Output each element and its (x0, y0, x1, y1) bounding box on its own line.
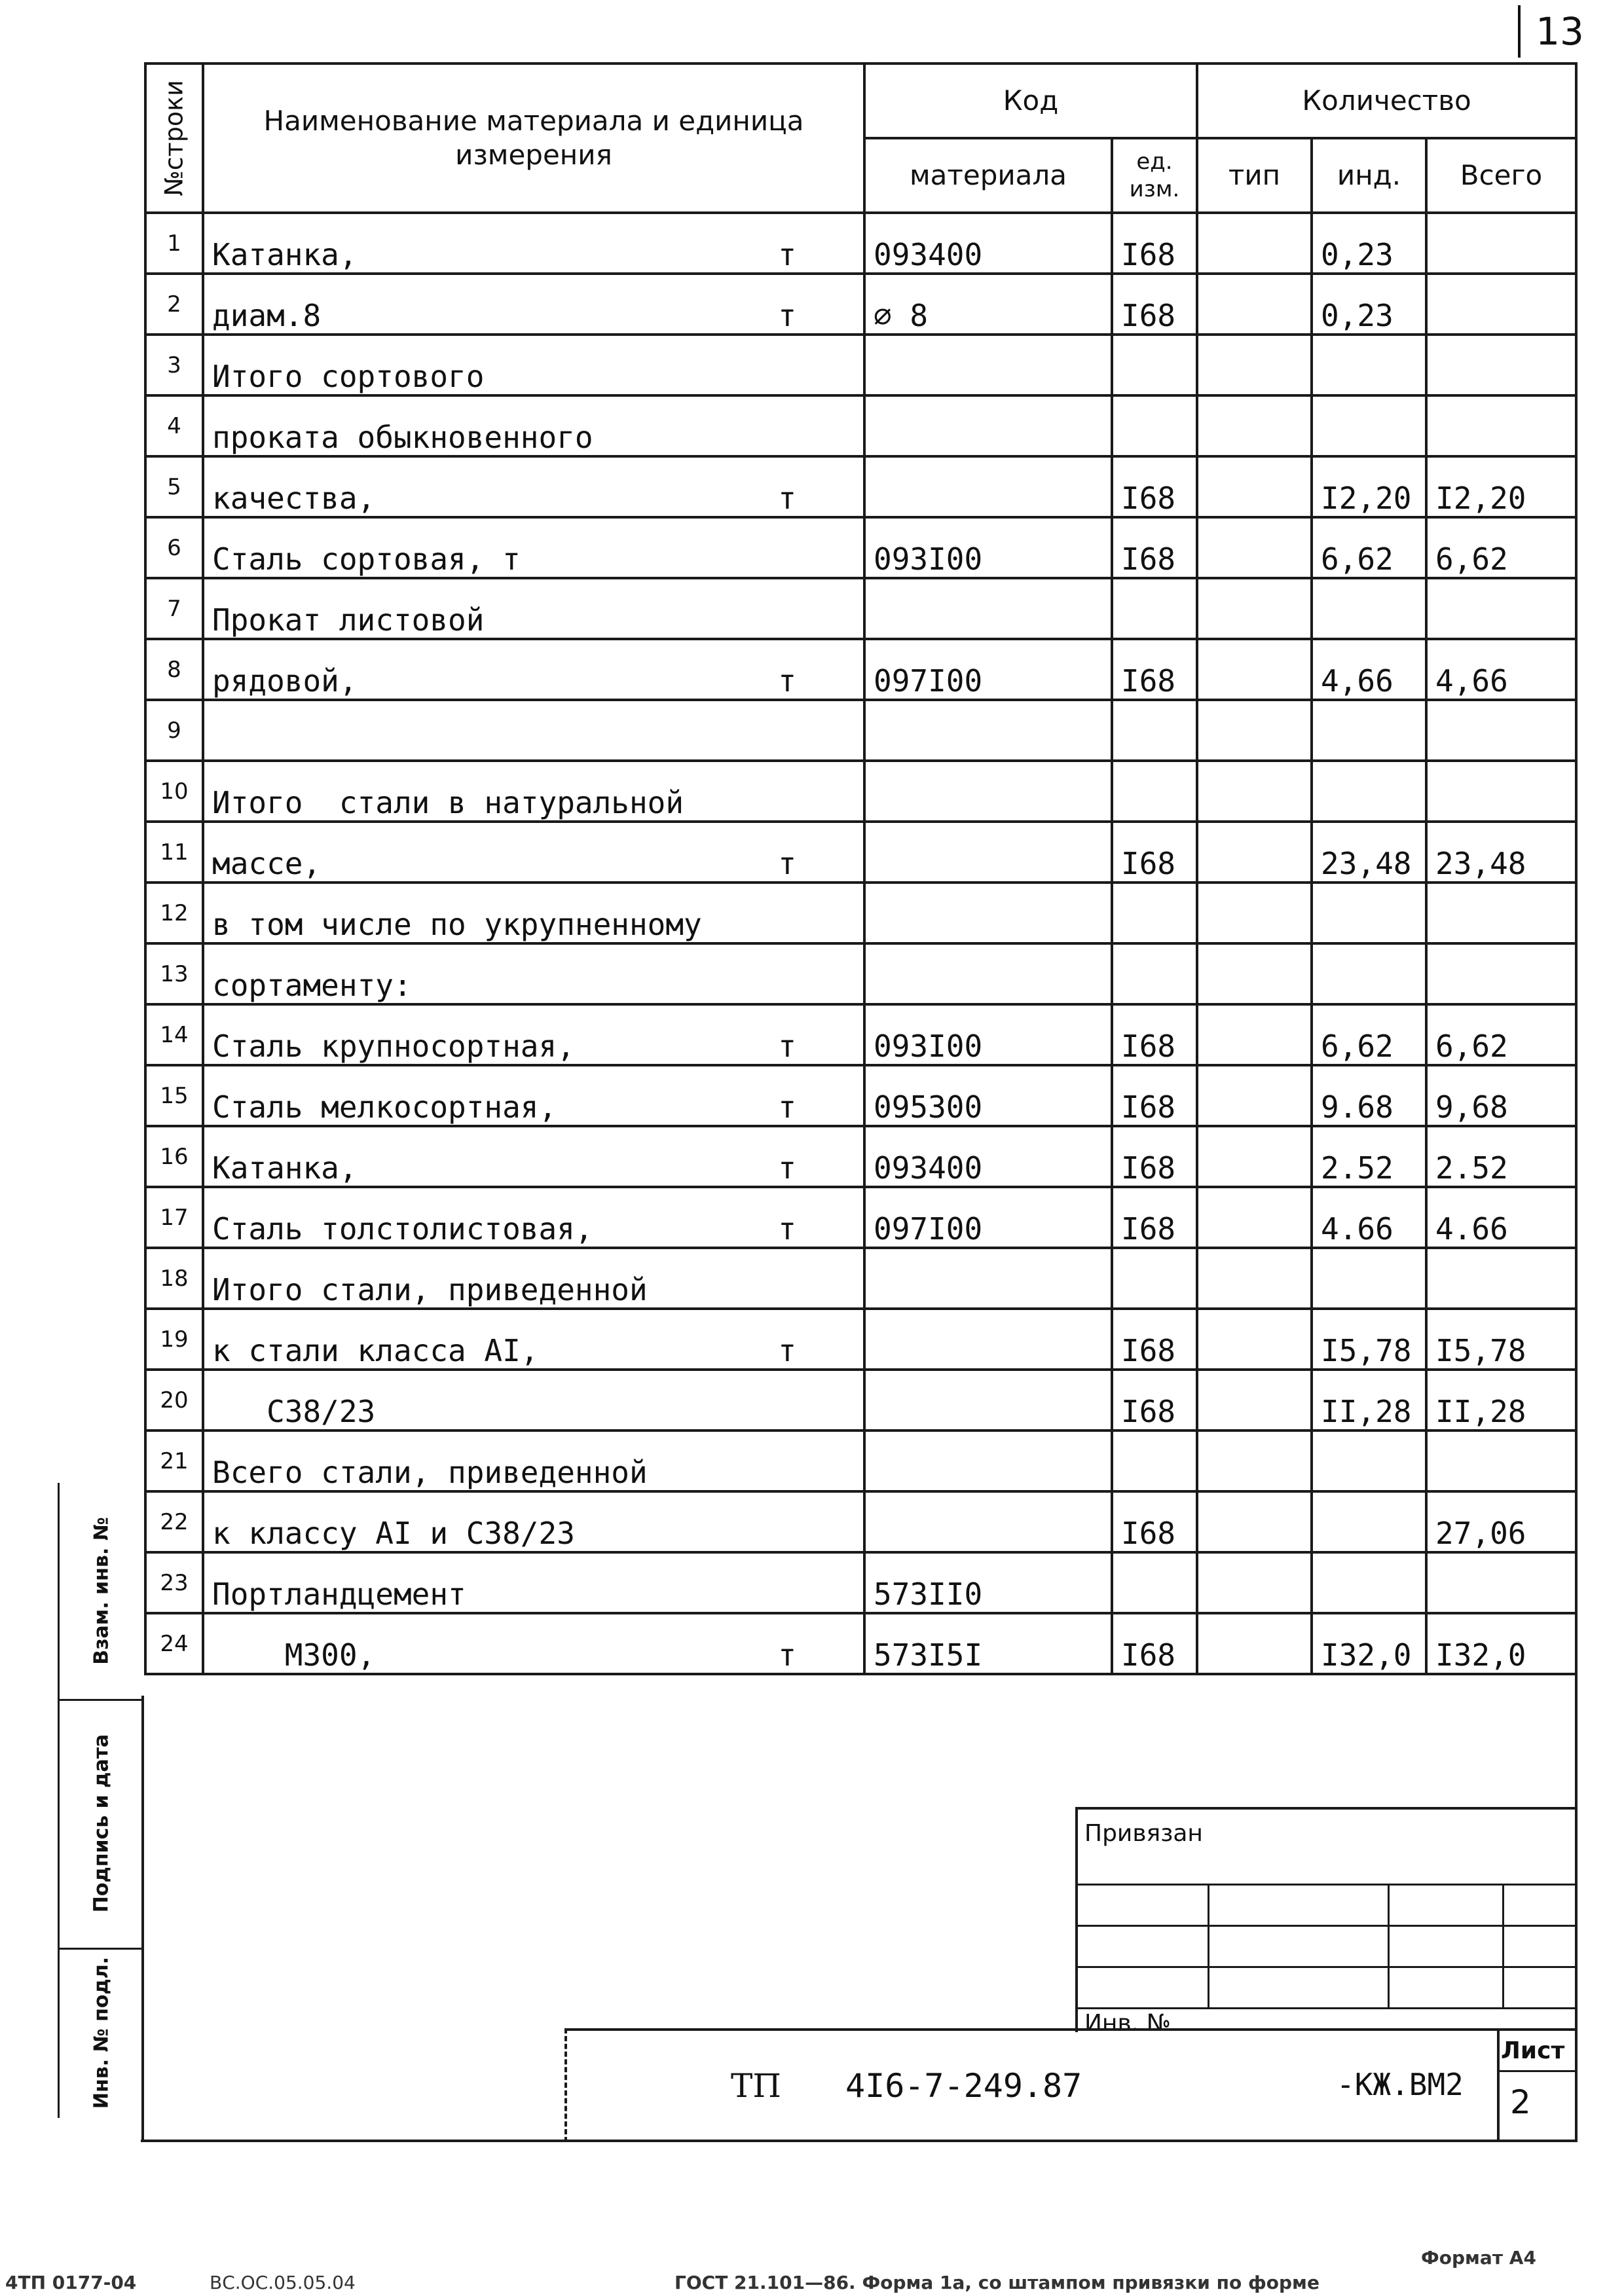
material-code (864, 943, 1112, 1004)
table-row (145, 274, 1576, 335)
qty-ind: I32,0 (1312, 1613, 1426, 1674)
material-name: Сталь мелкосортная, (212, 1089, 557, 1125)
title-block (564, 2028, 1578, 2142)
material-code: 573II0 (864, 1552, 1112, 1613)
sidebar-signature-date: Подпись и дата (60, 1699, 143, 1950)
material-name-cell (203, 761, 864, 822)
material-name-cell (203, 1613, 864, 1674)
unit-code: I68 (1112, 1126, 1197, 1187)
material-code (864, 1370, 1112, 1430)
row-number: 23 (145, 1552, 203, 1613)
material-unit: т (778, 481, 796, 516)
unit-code (1112, 1552, 1197, 1613)
row-number: 16 (145, 1126, 203, 1187)
material-code (864, 1491, 1112, 1552)
table-row (145, 1309, 1576, 1370)
row-number: 21 (145, 1430, 203, 1491)
material-name-cell (203, 1248, 864, 1309)
qty-ind (1312, 578, 1426, 639)
qty-total: 9,68 (1426, 1065, 1576, 1126)
material-unit (796, 541, 855, 577)
header-material-name: Наименование материала и единица измерения (203, 64, 864, 213)
material-code: 097I00 (864, 639, 1112, 700)
material-name-cell (203, 213, 864, 274)
qty-type (1197, 822, 1312, 883)
material-name: Прокат листовой (212, 602, 485, 638)
footer-format: Формат А4 (1421, 2247, 1536, 2269)
qty-total: 6,62 (1426, 517, 1576, 578)
table-row (145, 943, 1576, 1004)
table-row (145, 1065, 1576, 1126)
qty-type (1197, 1552, 1312, 1613)
material-code (864, 456, 1112, 517)
material-unit (796, 602, 855, 638)
unit-code: I68 (1112, 1187, 1197, 1248)
qty-ind: 2.52 (1312, 1126, 1426, 1187)
qty-ind (1312, 943, 1426, 1004)
material-code (864, 1430, 1112, 1491)
qty-type (1197, 1004, 1312, 1065)
material-name: к классу AI и С38/23 (212, 1516, 575, 1551)
unit-code (1112, 700, 1197, 761)
header-row-number: №строки (145, 64, 203, 213)
material-unit: т (778, 237, 796, 272)
material-unit (796, 1576, 855, 1612)
row-number: 15 (145, 1065, 203, 1126)
materials-table (144, 62, 1578, 1675)
doc-prefix: ТП (731, 2067, 781, 2105)
sheet-corner-number: 13 (1518, 5, 1599, 58)
material-code (864, 700, 1112, 761)
material-unit (796, 1272, 855, 1307)
sidebar-replace-inv: Взам. инв. № (60, 1483, 143, 1701)
qty-total (1426, 1552, 1576, 1613)
material-name-cell (203, 395, 864, 456)
material-code: 097I00 (864, 1187, 1112, 1248)
table-row (145, 213, 1576, 274)
material-unit: т (778, 663, 796, 699)
unit-code: I68 (1112, 1065, 1197, 1126)
material-name: к стали класса AI, (212, 1333, 539, 1368)
qty-ind: 4,66 (1312, 639, 1426, 700)
doc-suffix: -КЖ.ВМ2 (1337, 2067, 1464, 2102)
left-sidebar (58, 1483, 143, 2118)
material-name: Итого стали, приведенной (212, 1272, 648, 1307)
qty-ind (1312, 1430, 1426, 1491)
material-name: в том числе по укрупненному (212, 907, 702, 942)
qty-total (1426, 1248, 1576, 1309)
qty-type (1197, 456, 1312, 517)
material-unit: т (778, 1637, 796, 1673)
table-row (145, 822, 1576, 883)
material-unit (796, 1394, 855, 1429)
qty-total: 23,48 (1426, 822, 1576, 883)
qty-total (1426, 761, 1576, 822)
qty-ind: 0,23 (1312, 274, 1426, 335)
unit-code: I68 (1112, 1309, 1197, 1370)
table-row (145, 1370, 1576, 1430)
material-name: Итого сортового (212, 359, 485, 394)
unit-code (1112, 395, 1197, 456)
unit-code: I68 (1112, 1613, 1197, 1674)
material-code: 095300 (864, 1065, 1112, 1126)
row-number: 19 (145, 1309, 203, 1370)
material-unit: т (778, 298, 796, 333)
row-number: 18 (145, 1248, 203, 1309)
table-row (145, 578, 1576, 639)
material-name-cell (203, 335, 864, 395)
qty-total (1426, 700, 1576, 761)
material-name-cell (203, 639, 864, 700)
qty-ind (1312, 1552, 1426, 1613)
material-name: массе, (212, 846, 322, 881)
sidebar-inv-original: Инв. № подл. (90, 1956, 113, 2109)
qty-total: 6,62 (1426, 1004, 1576, 1065)
material-unit (796, 968, 855, 1003)
unit-code (1112, 883, 1197, 943)
material-name-cell (203, 822, 864, 883)
unit-code (1112, 1248, 1197, 1309)
material-code (864, 1309, 1112, 1370)
row-number: 9 (145, 700, 203, 761)
table-row (145, 1004, 1576, 1065)
header-qty-total: Всего (1426, 138, 1576, 213)
table-row (145, 1187, 1576, 1248)
material-name: Сталь толстолистовая, (212, 1211, 593, 1247)
material-name-cell (203, 943, 864, 1004)
qty-type (1197, 517, 1312, 578)
material-code: 573I5I (864, 1613, 1112, 1674)
qty-type (1197, 1491, 1312, 1552)
material-name: Всего стали, приведенной (212, 1455, 648, 1490)
material-name-cell (203, 1187, 864, 1248)
qty-type (1197, 213, 1312, 274)
material-name: Катанка, (212, 1150, 358, 1186)
row-number: 8 (145, 639, 203, 700)
unit-code: I68 (1112, 1491, 1197, 1552)
row-number: 17 (145, 1187, 203, 1248)
unit-code: I68 (1112, 517, 1197, 578)
qty-ind: 0,23 (1312, 213, 1426, 274)
unit-code: I68 (1112, 1004, 1197, 1065)
material-name-cell (203, 578, 864, 639)
material-name-cell (203, 274, 864, 335)
material-name-cell (203, 1065, 864, 1126)
material-code: 093I00 (864, 517, 1112, 578)
row-number: 2 (145, 274, 203, 335)
qty-type (1197, 395, 1312, 456)
qty-type (1197, 883, 1312, 943)
material-unit: т (778, 1333, 796, 1368)
row-number: 22 (145, 1491, 203, 1552)
material-unit (796, 907, 855, 942)
material-code (864, 578, 1112, 639)
row-number: 5 (145, 456, 203, 517)
row-number: 13 (145, 943, 203, 1004)
qty-type (1197, 700, 1312, 761)
table-row (145, 761, 1576, 822)
qty-ind (1312, 335, 1426, 395)
material-name: М300, (212, 1637, 376, 1673)
qty-type (1197, 1187, 1312, 1248)
qty-ind: 6,62 (1312, 1004, 1426, 1065)
table-row (145, 1613, 1576, 1674)
unit-code (1112, 335, 1197, 395)
material-unit: т (778, 1211, 796, 1247)
qty-ind (1312, 883, 1426, 943)
footer-left-ref: ВС.ОС.05.05.04 (210, 2272, 356, 2293)
qty-total: 2.52 (1426, 1126, 1576, 1187)
qty-total: 4,66 (1426, 639, 1576, 700)
sheet-label: Лист (1501, 2037, 1565, 2064)
unit-code: I68 (1112, 213, 1197, 274)
row-number: 3 (145, 335, 203, 395)
qty-type (1197, 1370, 1312, 1430)
material-code: 093400 (864, 213, 1112, 274)
header-qty-ind: инд. (1312, 138, 1426, 213)
material-unit (796, 1455, 855, 1490)
row-number: 7 (145, 578, 203, 639)
table-row (145, 395, 1576, 456)
table-row (145, 700, 1576, 761)
qty-total: 27,06 (1426, 1491, 1576, 1552)
qty-type (1197, 1248, 1312, 1309)
qty-ind: 6,62 (1312, 517, 1426, 578)
material-code: ⌀ 8 (864, 274, 1112, 335)
material-code (864, 883, 1112, 943)
stamp-block (1075, 1807, 1578, 2037)
qty-total: II,28 (1426, 1370, 1576, 1430)
row-number: 12 (145, 883, 203, 943)
material-name: Катанка, (212, 237, 358, 272)
unit-code: I68 (1112, 1370, 1197, 1430)
qty-total (1426, 335, 1576, 395)
material-code: 093I00 (864, 1004, 1112, 1065)
material-name: Портландцемент (212, 1576, 466, 1612)
stamp-inv-label: Инв. № (1084, 2010, 1172, 2037)
qty-total: I5,78 (1426, 1309, 1576, 1370)
footer-gost: ГОСТ 21.101—86. Форма 1а, со штампом привязки по форме (674, 2272, 1320, 2293)
material-name: С38/23 (212, 1394, 376, 1429)
table-row (145, 639, 1576, 700)
material-name-cell (203, 456, 864, 517)
row-number: 24 (145, 1613, 203, 1674)
material-name: Сталь сортовая, т (212, 541, 521, 577)
unit-code: I68 (1112, 274, 1197, 335)
material-name-cell (203, 1309, 864, 1370)
material-name-cell (203, 883, 864, 943)
doc-number: 4I6-7-249.87 (845, 2067, 1082, 2105)
qty-ind: I2,20 (1312, 456, 1426, 517)
material-unit: т (778, 1029, 796, 1064)
material-name: рядовой, (212, 663, 358, 699)
material-name: Сталь крупносортная, (212, 1029, 575, 1064)
header-code: Код (864, 64, 1197, 138)
qty-type (1197, 335, 1312, 395)
qty-total (1426, 943, 1576, 1004)
qty-type (1197, 1065, 1312, 1126)
material-code (864, 761, 1112, 822)
qty-ind (1312, 761, 1426, 822)
footer-left-code: 4ТП 0177-04 (5, 2272, 137, 2293)
qty-ind: 4.66 (1312, 1187, 1426, 1248)
material-name: сортаменту: (212, 968, 412, 1003)
qty-type (1197, 1309, 1312, 1370)
material-name-cell (203, 1430, 864, 1491)
row-number: 11 (145, 822, 203, 883)
table-row (145, 335, 1576, 395)
qty-ind (1312, 1248, 1426, 1309)
qty-type (1197, 1126, 1312, 1187)
qty-total (1426, 213, 1576, 274)
qty-total: I2,20 (1426, 456, 1576, 517)
material-name-cell (203, 1126, 864, 1187)
material-name-cell (203, 700, 864, 761)
unit-code (1112, 943, 1197, 1004)
material-name: проката обыкновенного (212, 420, 593, 455)
material-name-cell (203, 517, 864, 578)
material-name-cell (203, 1370, 864, 1430)
material-unit (796, 359, 855, 394)
row-number: 1 (145, 213, 203, 274)
table-row (145, 1552, 1576, 1613)
qty-total (1426, 1430, 1576, 1491)
row-number: 10 (145, 761, 203, 822)
header-code-unit: ед. изм. (1112, 138, 1197, 213)
material-unit (796, 420, 855, 455)
qty-ind: 23,48 (1312, 822, 1426, 883)
header-code-material: материала (864, 138, 1112, 213)
table-row (145, 1248, 1576, 1309)
table-row (145, 1126, 1576, 1187)
material-unit: т (778, 1089, 796, 1125)
header-quantity: Количество (1197, 64, 1576, 138)
stamp-bound-label: Привязан (1084, 1820, 1203, 1847)
material-unit: т (778, 846, 796, 881)
qty-type (1197, 274, 1312, 335)
sheet-number: 2 (1510, 2083, 1531, 2121)
qty-ind (1312, 1491, 1426, 1552)
material-code: 093400 (864, 1126, 1112, 1187)
qty-ind: I5,78 (1312, 1309, 1426, 1370)
unit-code (1112, 761, 1197, 822)
row-number: 20 (145, 1370, 203, 1430)
qty-total (1426, 395, 1576, 456)
material-code (864, 1248, 1112, 1309)
material-unit: т (778, 1150, 796, 1186)
qty-ind (1312, 395, 1426, 456)
material-name: Итого стали в натуральной (212, 785, 684, 820)
unit-code (1112, 578, 1197, 639)
unit-code: I68 (1112, 456, 1197, 517)
unit-code: I68 (1112, 639, 1197, 700)
table-row (145, 1430, 1576, 1491)
qty-ind: 9.68 (1312, 1065, 1426, 1126)
material-name-cell (203, 1552, 864, 1613)
qty-type (1197, 943, 1312, 1004)
qty-ind (1312, 700, 1426, 761)
material-name: качества, (212, 481, 376, 516)
row-number: 14 (145, 1004, 203, 1065)
material-code (864, 395, 1112, 456)
material-name-cell (203, 1004, 864, 1065)
qty-type (1197, 761, 1312, 822)
qty-total: I32,0 (1426, 1613, 1576, 1674)
qty-total: 4.66 (1426, 1187, 1576, 1248)
qty-ind: II,28 (1312, 1370, 1426, 1430)
qty-type (1197, 639, 1312, 700)
qty-total (1426, 883, 1576, 943)
qty-total (1426, 578, 1576, 639)
qty-type (1197, 1430, 1312, 1491)
row-number: 6 (145, 517, 203, 578)
row-number: 4 (145, 395, 203, 456)
unit-code: I68 (1112, 822, 1197, 883)
material-unit (796, 1516, 855, 1551)
header-qty-type: тип (1197, 138, 1312, 213)
table-row (145, 883, 1576, 943)
unit-code (1112, 1430, 1197, 1491)
material-name-cell (203, 1491, 864, 1552)
material-code (864, 822, 1112, 883)
table-row (145, 1491, 1576, 1552)
qty-type (1197, 578, 1312, 639)
table-row (145, 517, 1576, 578)
qty-type (1197, 1613, 1312, 1674)
qty-total (1426, 274, 1576, 335)
material-name: диам.8 (212, 298, 322, 333)
material-unit (796, 785, 855, 820)
material-code (864, 335, 1112, 395)
table-row (145, 456, 1576, 517)
